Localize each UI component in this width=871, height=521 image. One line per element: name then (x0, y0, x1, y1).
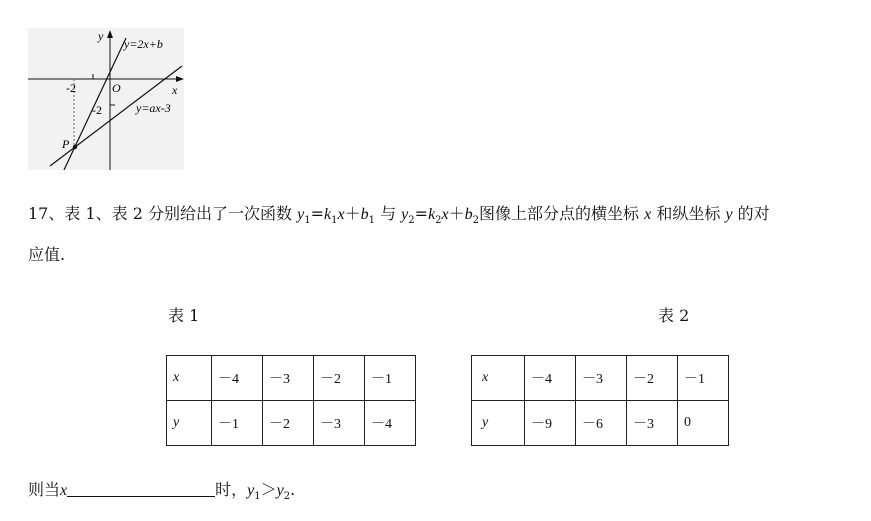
table-row (167, 401, 416, 446)
answer-line: 则当x 时，$y_1>y_2$. (28, 480, 296, 502)
table-row (472, 401, 729, 446)
answer-blank[interactable] (67, 480, 215, 497)
table-2 (471, 355, 729, 446)
question-line-2: 应值. (28, 245, 66, 264)
cell: －2 (263, 401, 314, 446)
line1-label: y=2x+b (124, 37, 163, 51)
row-label: x (472, 356, 525, 401)
point-label: P (62, 137, 70, 151)
x-tick-label: -2 (66, 81, 76, 95)
table1-caption: 表 1 (168, 306, 200, 325)
cell: －3 (263, 356, 314, 401)
table2-caption: 表 2 (658, 306, 690, 325)
table-row (167, 356, 416, 401)
y-axis-label: y (98, 29, 104, 43)
cell: －1 (212, 401, 263, 446)
y-tick-label: -2 (92, 103, 102, 117)
cell: －1 (678, 356, 729, 401)
cell: －6 (576, 401, 627, 446)
row-label: x (167, 356, 212, 401)
function-graph (28, 28, 184, 170)
cell: 0 (678, 401, 729, 446)
cell: －3 (576, 356, 627, 401)
cell: －4 (365, 401, 416, 446)
cell: －2 (314, 356, 365, 401)
cell: －1 (365, 356, 416, 401)
table-row (472, 356, 729, 401)
cell: －9 (525, 401, 576, 446)
cell: －3 (314, 401, 365, 446)
row-label: y (472, 401, 525, 446)
cell: －4 (525, 356, 576, 401)
cell: －2 (627, 356, 678, 401)
origin-label: O (112, 81, 121, 95)
x-axis-label: x (172, 83, 178, 97)
line2-label: y=ax-3 (136, 101, 171, 115)
question-number: 17、 (28, 204, 65, 223)
table-1 (166, 355, 416, 446)
row-label: y (167, 401, 212, 446)
point-p (73, 145, 77, 149)
question-line-1: 17、表 1、表 2 分别给出了一次函数 $y_1=k_1x+b_1$ 与 $y_2=k_2x+b_2$图像上部分点的横坐标 x 和纵坐标 y 的对 (28, 204, 770, 226)
cell: －4 (212, 356, 263, 401)
cell: －3 (627, 401, 678, 446)
